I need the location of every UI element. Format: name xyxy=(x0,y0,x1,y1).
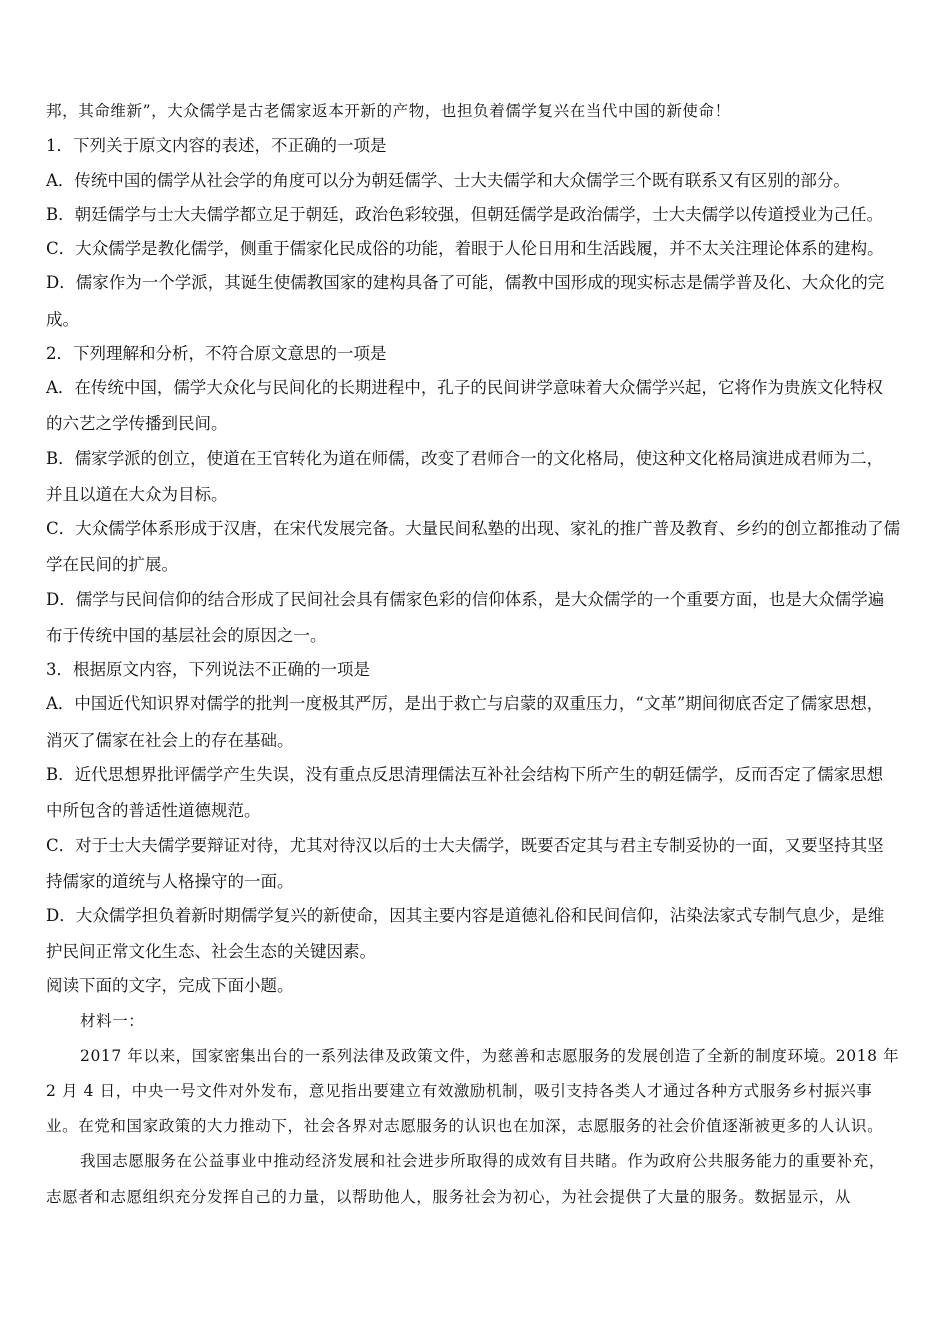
question-2-option-c: C．大众儒学体系形成于汉唐，在宋代发展完备。大量民间私塾的出现、家礼的推广普及教育、乡约的创立都推动了儒 xyxy=(46,519,901,538)
question-2-option-b-cont: 并且以道在大众为目标。 xyxy=(46,485,228,504)
question-1-option-a: A．传统中国的儒学从社会学的角度可以分为朝廷儒学、士大夫儒学和大众儒学三个既有联系又有区别的部分。 xyxy=(46,171,850,190)
reading-instruction: 阅读下面的文字，完成下面小题。 xyxy=(46,976,294,995)
question-2-option-c-cont: 学在民间的扩展。 xyxy=(46,555,178,574)
question-2-option-a-cont: 的六艺之学传播到民间。 xyxy=(46,414,228,433)
question-3-option-a: A．中国近代知识界对儒学的批判一度极其严厉，是出于救亡与启蒙的双重压力，“文革”期间彻底否定了儒家思想， xyxy=(46,694,884,713)
material-paragraph-1-line-3: 业。在党和国家政策的大力推动下，社会各界对志愿服务的认识也在加深，志愿服务的社会价值逐渐被更多的人认识。 xyxy=(46,1117,884,1135)
material-paragraph-2-line-1: 我国志愿服务在公益事业中推动经济发展和社会进步所取得的成效有目共睹。作为政府公共服务能力的重要补充， xyxy=(80,1152,886,1170)
question-2-option-d-cont: 布于传统中国的基层社会的原因之一。 xyxy=(46,626,327,645)
material-paragraph-1-line-2: 2 月 4 日，中央一号文件对外发布，意见指出要建立有效激励机制，吸引支持各类人才通过各种方式服务乡村振兴事 xyxy=(46,1082,873,1100)
question-3-option-b: B．近代思想界批评儒学产生失误，没有重点反思清理儒法互补社会结构下所产生的朝廷儒学，反而否定了儒家思想 xyxy=(46,765,884,784)
question-3-option-b-cont: 中所包含的普适性道德规范。 xyxy=(46,801,261,820)
material-one-heading: 材料一： xyxy=(80,1012,145,1030)
question-2-option-a: A．在传统中国，儒学大众化与民间化的长期进程中，孔子的民间讲学意味着大众儒学兴起，它将作为贵族文化特权 xyxy=(46,378,883,397)
question-2-option-d: D．儒学与民间信仰的结合形成了民间社会具有儒家色彩的信仰体系，是大众儒学的一个重要方面，也是大众儒学遍 xyxy=(46,590,885,609)
question-3-option-c: C．对于士大夫儒学要辩证对待，尤其对待汉以后的士大夫儒学，既要否定其与君主专制妥协的一面，又要坚持其坚 xyxy=(46,836,884,855)
question-3-stem: 3．根据原文内容，下列说法不正确的一项是 xyxy=(46,660,370,679)
question-3-option-d-cont: 护民间正常文化生态、社会生态的关键因素。 xyxy=(46,942,376,961)
question-1-option-d-cont: 成。 xyxy=(46,310,79,329)
question-3-option-c-cont: 持儒家的道统与人格操守的一面。 xyxy=(46,872,294,891)
question-1-option-c: C．大众儒学是教化儒学，侧重于儒家化民成俗的功能，着眼于人伦日用和生活践履，并不太关注理论体系的建构。 xyxy=(46,239,884,258)
question-3-option-d: D．大众儒学担负着新时期儒学复兴的新使命，因其主要内容是道德礼俗和民间信仰，沾染法家式专制气息少，是维 xyxy=(46,906,885,925)
text-line-continuation: 邦，其命维新”，大众儒学是古老儒家返本开新的产物，也担负着儒学复兴在当代中国的新使命！ xyxy=(46,102,731,120)
question-2-option-b: B．儒家学派的创立，使道在王官转化为道在师儒，改变了君师合一的文化格局，使这种文化格局演进成君师为二， xyxy=(46,449,884,468)
material-paragraph-1-line-1: 2017 年以来，国家密集出台的一系列法律及政策文件，为慈善和志愿服务的发展创造了全新的制度环境。2018 年 xyxy=(80,1047,900,1065)
material-paragraph-2-line-2: 志愿者和志愿组织充分发挥自己的力量，以帮助他人，服务社会为初心，为社会提供了大量的服务。数据显示，从 xyxy=(46,1188,852,1206)
question-3-option-a-cont: 消灭了儒家在社会上的存在基础。 xyxy=(46,731,294,750)
question-2-stem: 2．下列理解和分析，不符合原文意思的一项是 xyxy=(46,344,387,363)
question-1-stem: 1．下列关于原文内容的表述，不正确的一项是 xyxy=(46,136,387,155)
question-1-option-d: D．儒家作为一个学派，其诞生使儒教国家的建构具备了可能，儒教中国形成的现实标志是儒学普及化、大众化的完 xyxy=(46,273,885,292)
question-1-option-b: B．朝廷儒学与士大夫儒学都立足于朝廷，政治色彩较强，但朝廷儒学是政治儒学，士大夫儒学以传道授业为己任。 xyxy=(46,205,884,224)
